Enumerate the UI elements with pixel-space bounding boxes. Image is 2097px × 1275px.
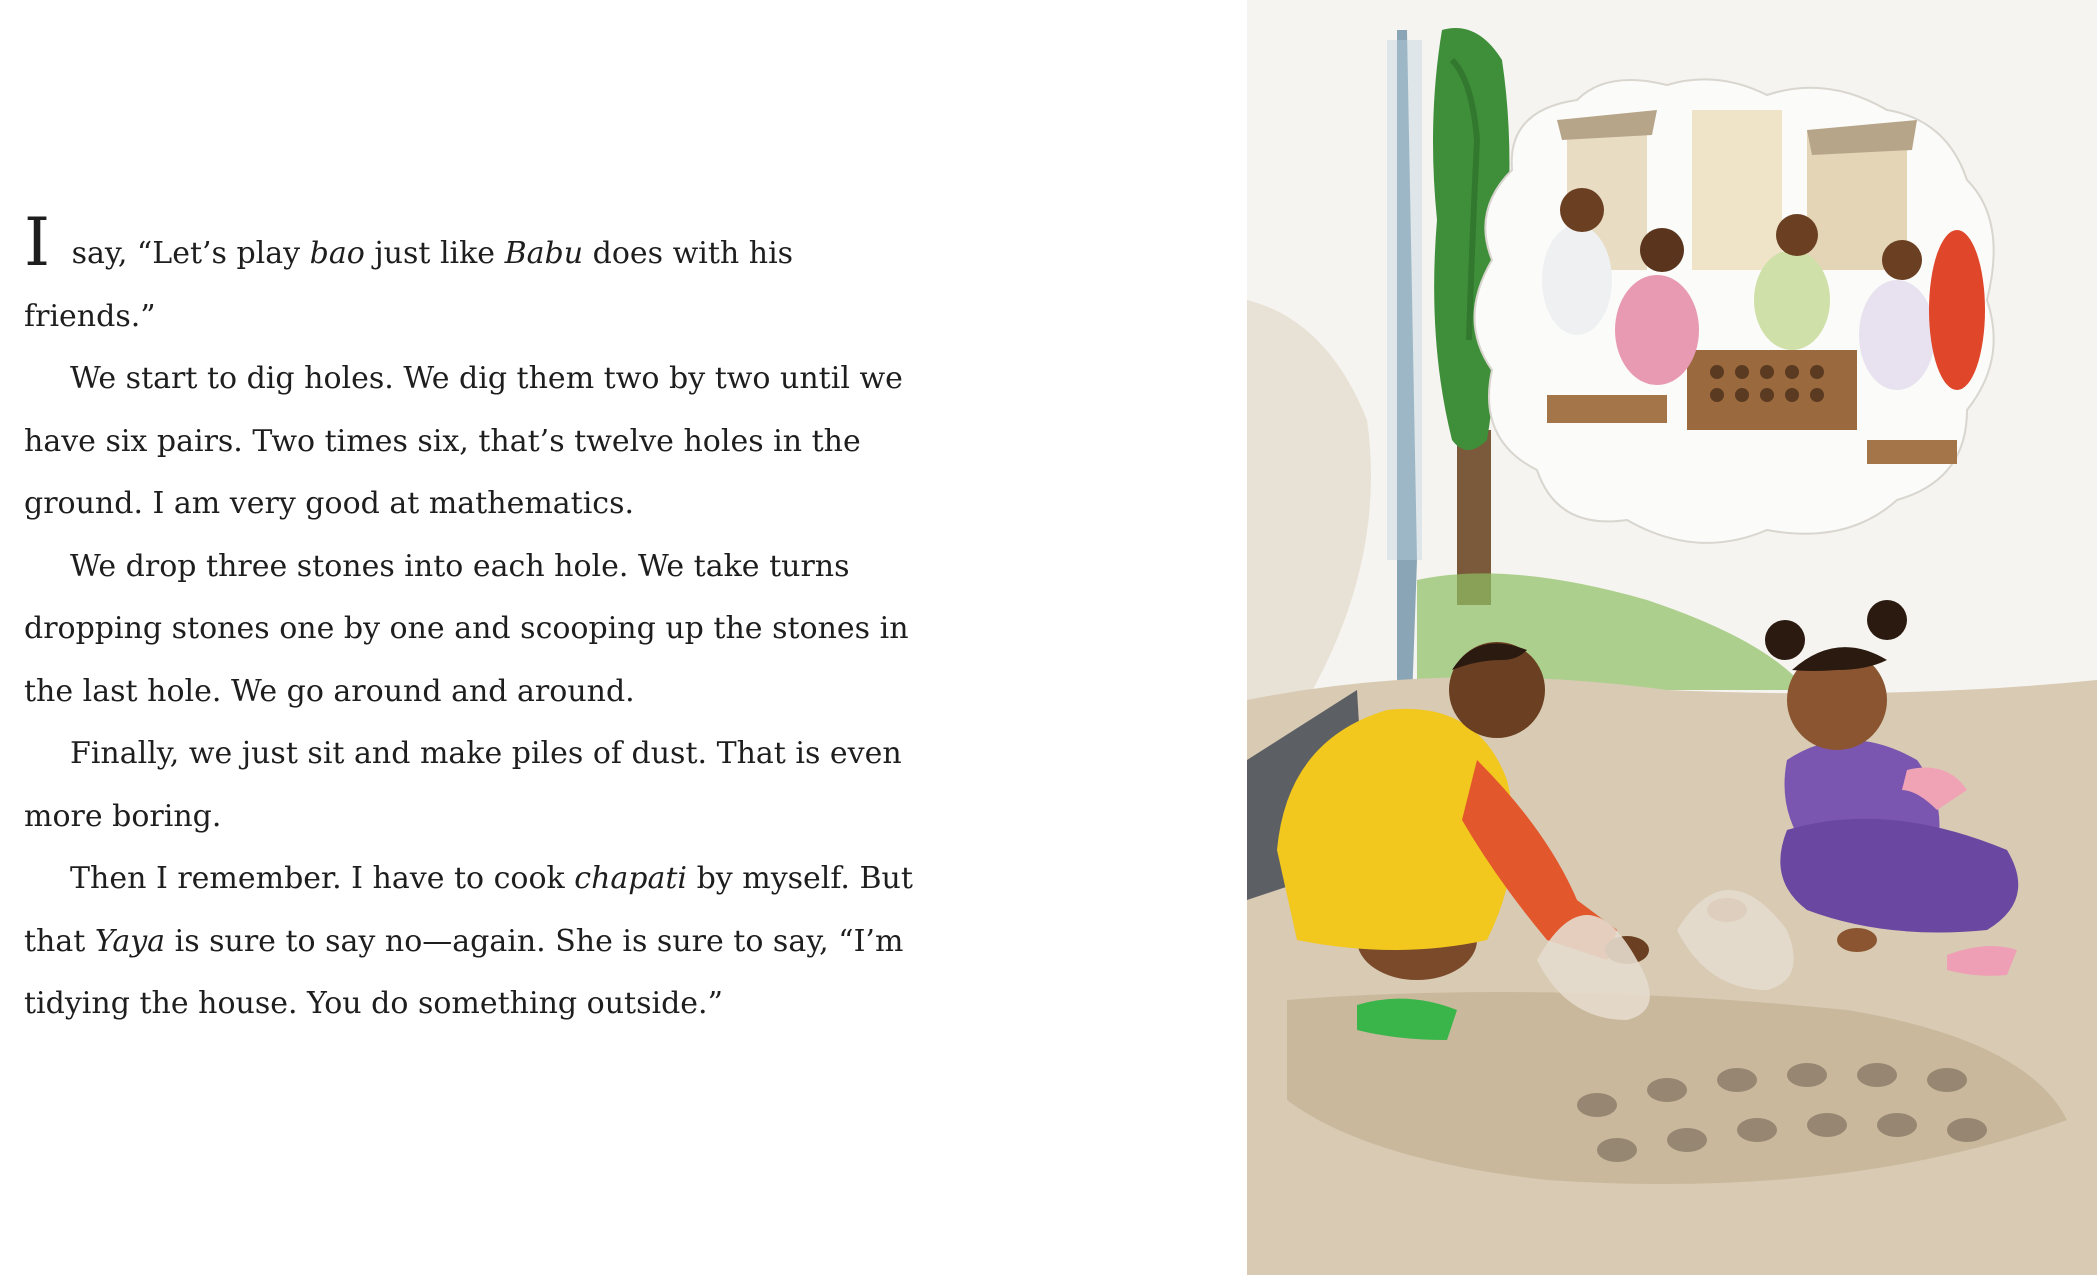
woman-red-wrap bbox=[1929, 230, 1985, 390]
watercolor-scene bbox=[1247, 0, 2097, 1275]
man-striped-head bbox=[1882, 240, 1922, 280]
paragraph-1 bbox=[24, 204, 924, 348]
man-pink-head bbox=[1640, 228, 1684, 272]
man-green-head bbox=[1776, 214, 1818, 256]
man-white-head bbox=[1560, 188, 1604, 232]
word-chapati: chapati bbox=[574, 861, 688, 896]
paragraph-2-run-1: We start to dig holes. We dig them two by two until we have six pairs. Two times six, that’s twelve holes in the ground. I am very good at mathematics. bbox=[24, 361, 903, 521]
word-yaya: Yaya bbox=[94, 923, 166, 959]
man-striped-shirt bbox=[1859, 280, 1935, 390]
paragraph-1-run-1: say, “Let’s play bbox=[62, 236, 310, 271]
drop-cap: I bbox=[24, 204, 51, 281]
paragraph-4 bbox=[24, 723, 924, 848]
word-bao: bao bbox=[309, 236, 365, 271]
paragraph-4-run-1: Finally, we just sit and make piles of dust. That is even more boring. bbox=[24, 736, 902, 834]
paragraph-5-run-3: by myself. But that bbox=[24, 861, 913, 959]
wall-shadow bbox=[1387, 40, 1422, 560]
paragraph-1-run-3: just like bbox=[364, 236, 505, 271]
building-2 bbox=[1692, 110, 1782, 270]
paragraph-2 bbox=[24, 348, 924, 536]
paragraph-1-run-5: does with his friends.” bbox=[24, 236, 794, 334]
story-text bbox=[24, 204, 924, 1036]
paragraph-5-run-1: Then I remember. I have to cook bbox=[70, 861, 575, 896]
paragraph-3 bbox=[24, 536, 924, 724]
paragraph-3-run-1: We drop three stones into each hole. We take turns dropping stones one by one and scooping up the stones in the last hole. We go around and around. bbox=[24, 548, 909, 709]
man-white-robe bbox=[1542, 225, 1612, 335]
paragraph-5-run-5: is sure to say no—again. She is sure to say, “I’m tidying the house. You do something outside.” bbox=[24, 923, 904, 1021]
bench-right bbox=[1867, 440, 1957, 464]
paragraph-5 bbox=[24, 848, 924, 1036]
story-illustration bbox=[1247, 0, 2097, 1275]
man-green-shirt bbox=[1754, 250, 1830, 350]
girl-hair-puff-left bbox=[1765, 620, 1805, 660]
man-pink-shirt bbox=[1615, 275, 1699, 385]
girl-hair-puff-right bbox=[1867, 600, 1907, 640]
bench-left bbox=[1547, 395, 1667, 423]
girl-hand-right bbox=[1837, 928, 1877, 952]
word-babu: Babu bbox=[504, 236, 584, 271]
